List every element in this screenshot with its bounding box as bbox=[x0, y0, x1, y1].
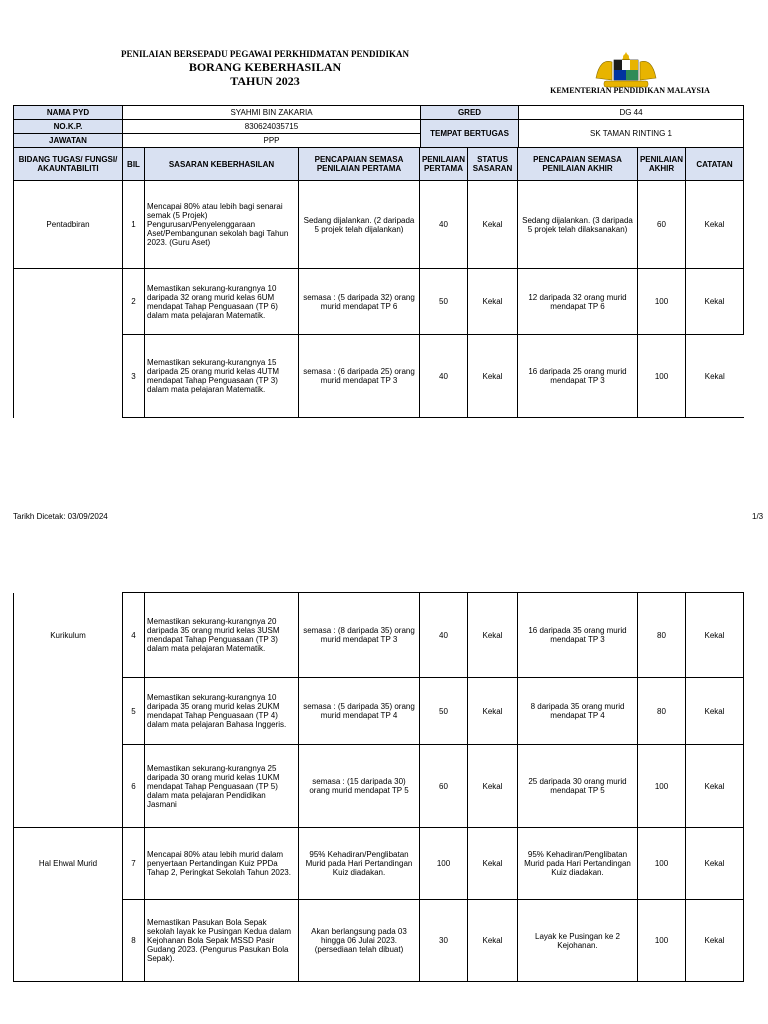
penilaian-akhir-cell: 80 bbox=[638, 593, 686, 678]
tempat-label: TEMPAT BERTUGAS bbox=[421, 120, 519, 148]
table-row bbox=[14, 181, 744, 269]
bidang-cell bbox=[14, 900, 123, 982]
table-row bbox=[14, 745, 744, 828]
bidang-cell bbox=[14, 335, 123, 418]
penilaian-akhir-cell: 100 bbox=[638, 900, 686, 982]
col-penilaian-akhir: PENILAIAN AKHIR bbox=[638, 148, 686, 181]
catatan-cell: Kekal bbox=[686, 593, 744, 678]
col-sasaran: SASARAN KEBERHASILAN bbox=[145, 148, 299, 181]
penilaian-akhir-cell: 100 bbox=[638, 828, 686, 900]
penilaian-pertama-cell: 60 bbox=[420, 745, 468, 828]
status-cell: Kekal bbox=[468, 269, 518, 335]
penilaian-akhir-cell: 100 bbox=[638, 269, 686, 335]
pencapaian-pertama-cell: semasa : (5 daripada 32) orang murid mendapat TP 6 bbox=[299, 269, 420, 335]
penilaian-pertama-cell: 40 bbox=[420, 593, 468, 678]
pencapaian-pertama-cell: semasa : (8 daripada 35) orang murid mendapat TP 3 bbox=[299, 593, 420, 678]
penilaian-pertama-cell: 40 bbox=[420, 181, 468, 269]
status-cell: Kekal bbox=[468, 593, 518, 678]
penilaian-pertama-cell: 50 bbox=[420, 269, 468, 335]
col-penilaian-pertama: PENILAIAN PERTAMA bbox=[420, 148, 468, 181]
status-cell: Kekal bbox=[468, 745, 518, 828]
pencapaian-akhir-cell: 25 daripada 30 orang murid mendapat TP 5 bbox=[518, 745, 638, 828]
form-year: TAHUN 2023 bbox=[230, 74, 300, 88]
catatan-cell: Kekal bbox=[686, 900, 744, 982]
bil-cell: 7 bbox=[123, 828, 145, 900]
status-cell: Kekal bbox=[468, 828, 518, 900]
form-title: BORANG KEBERHASILAN bbox=[188, 60, 342, 74]
catatan-cell: Kekal bbox=[686, 335, 744, 418]
bidang-cell bbox=[14, 745, 123, 828]
nama-value: SYAHMI BIN ZAKARIA bbox=[123, 106, 421, 120]
bil-cell: 8 bbox=[123, 900, 145, 982]
table-row bbox=[14, 900, 744, 982]
col-bil: BIL bbox=[123, 148, 145, 181]
jawatan-value: PPP bbox=[123, 134, 421, 148]
penilaian-pertama-cell: 100 bbox=[420, 828, 468, 900]
status-cell: Kekal bbox=[468, 181, 518, 269]
bil-cell: 6 bbox=[123, 745, 145, 828]
malaysia-coat-of-arms-icon bbox=[590, 50, 662, 90]
penilaian-akhir-cell: 80 bbox=[638, 678, 686, 745]
table-header-row bbox=[14, 148, 744, 181]
pencapaian-akhir-cell: 16 daripada 25 orang murid mendapat TP 3 bbox=[518, 335, 638, 418]
status-cell: Kekal bbox=[468, 900, 518, 982]
sasaran-cell: Memastikan sekurang-kurangnya 10 daripada 32 orang murid kelas 6UM mendapat Tahap Penguasaan (TP 6) dalam mata pelajaran Matematik. bbox=[145, 269, 299, 335]
pencapaian-akhir-cell: Sedang dijalankan. (3 daripada 5 projek telah dilaksanakan) bbox=[518, 181, 638, 269]
col-pencapaian-akhir: PENCAPAIAN SEMASA PENILAIAN AKHIR bbox=[518, 148, 638, 181]
pencapaian-pertama-cell: Sedang dijalankan. (2 daripada 5 projek telah dijalankan) bbox=[299, 181, 420, 269]
form-header-line1: PENILAIAN BERSEPADU PEGAWAI PERKHIDMATAN PENDIDIKAN bbox=[120, 49, 410, 59]
info-table bbox=[13, 105, 744, 148]
penilaian-akhir-cell: 100 bbox=[638, 335, 686, 418]
nokp-value: 830624035715 bbox=[123, 120, 421, 134]
penilaian-akhir-cell: 100 bbox=[638, 745, 686, 828]
pencapaian-pertama-cell: Akan berlangsung pada 03 hingga 06 Julai 2023. (persediaan telah dibuat) bbox=[299, 900, 420, 982]
table-row bbox=[14, 678, 744, 745]
jawatan-label: JAWATAN bbox=[14, 134, 123, 148]
table-row bbox=[14, 593, 744, 678]
bidang-cell bbox=[14, 269, 123, 335]
sasaran-cell: Memastikan sekurang-kurangnya 15 daripada 25 orang murid kelas 4UTM mendapat Tahap Penguasaan (TP 3) dalam mata pelajaran Matematik. bbox=[145, 335, 299, 418]
penilaian-pertama-cell: 40 bbox=[420, 335, 468, 418]
col-pencapaian-pertama: PENCAPAIAN SEMASA PENILAIAN PERTAMA bbox=[299, 148, 420, 181]
penilaian-pertama-cell: 50 bbox=[420, 678, 468, 745]
penilaian-akhir-cell: 60 bbox=[638, 181, 686, 269]
results-table-page-1 bbox=[13, 147, 744, 418]
table-row bbox=[14, 335, 744, 418]
pencapaian-pertama-cell: semasa : (6 daripada 25) orang murid mendapat TP 3 bbox=[299, 335, 420, 418]
table-row bbox=[14, 269, 744, 335]
col-bidang: BIDANG TUGAS/ FUNGSI/ AKAUNTABILITI bbox=[14, 148, 123, 181]
penilaian-pertama-cell: 30 bbox=[420, 900, 468, 982]
sasaran-cell: Mencapai 80% atau lebih murid dalam penyertaan Pertandingan Kuiz PPDa Tahap 2, Peringkat Sekolah Tahun 2023. bbox=[145, 828, 299, 900]
gred-label: GRED bbox=[421, 106, 519, 120]
tempat-value: SK TAMAN RINTING 1 bbox=[519, 120, 744, 148]
nama-label: NAMA PYD bbox=[14, 106, 123, 120]
pencapaian-akhir-cell: 12 daripada 32 orang murid mendapat TP 6 bbox=[518, 269, 638, 335]
pencapaian-pertama-cell: 95% Kehadiran/Penglibatan Murid pada Hari Pertandingan Kuiz diadakan. bbox=[299, 828, 420, 900]
bidang-cell: Hal Ehwal Murid bbox=[14, 828, 123, 900]
bidang-cell: Kurikulum bbox=[14, 593, 123, 678]
sasaran-cell: Memastikan Pasukan Bola Sepak sekolah layak ke Pusingan Kedua dalam Kejohanan Bola Sepak MSSD Pasir Gudang 2023. (Pengurus Pasukan Bola Sepak). bbox=[145, 900, 299, 982]
table-row bbox=[14, 828, 744, 900]
bil-cell: 3 bbox=[123, 335, 145, 418]
results-table-page-2 bbox=[13, 592, 744, 982]
bil-cell: 1 bbox=[123, 181, 145, 269]
catatan-cell: Kekal bbox=[686, 181, 744, 269]
pencapaian-pertama-cell: semasa : (15 daripada 30) orang murid mendapat TP 5 bbox=[299, 745, 420, 828]
catatan-cell: Kekal bbox=[686, 828, 744, 900]
catatan-cell: Kekal bbox=[686, 745, 744, 828]
bidang-cell bbox=[14, 678, 123, 745]
nokp-label: NO.K.P. bbox=[14, 120, 123, 134]
col-catatan: CATATAN bbox=[686, 148, 744, 181]
page-number: 1/3 bbox=[752, 512, 764, 521]
pencapaian-akhir-cell: Layak ke Pusingan ke 2 Kejohanan. bbox=[518, 900, 638, 982]
print-date: Tarikh Dicetak: 03/09/2024 bbox=[13, 512, 108, 521]
catatan-cell: Kekal bbox=[686, 269, 744, 335]
sasaran-cell: Mencapai 80% atau lebih bagi senarai semak (5 Projek) Pengurusan/Penyelenggaraan Aset/Pembangunan sekolah bagi Tahun 2023. (Guru Aset) bbox=[145, 181, 299, 269]
sasaran-cell: Memastikan sekurang-kurangnya 10 daripada 35 orang murid kelas 2UKM mendapat Tahap Penguasaan (TP 4) dalam mata pelajaran Bahasa Inggeris. bbox=[145, 678, 299, 745]
col-status: STATUS SASARAN bbox=[468, 148, 518, 181]
sasaran-cell: Memastikan sekurang-kurangnya 25 daripada 30 orang murid kelas 1UKM mendapat Tahap Penguasaan (TP 5) dalam mata pelajaran Pendidikan Jasmani bbox=[145, 745, 299, 828]
bil-cell: 5 bbox=[123, 678, 145, 745]
pencapaian-akhir-cell: 8 daripada 35 orang murid mendapat TP 4 bbox=[518, 678, 638, 745]
bil-cell: 2 bbox=[123, 269, 145, 335]
status-cell: Kekal bbox=[468, 335, 518, 418]
catatan-cell: Kekal bbox=[686, 678, 744, 745]
ministry-name: KEMENTERIAN PENDIDIKAN MALAYSIA bbox=[550, 86, 710, 95]
status-cell: Kekal bbox=[468, 678, 518, 745]
gred-value: DG 44 bbox=[519, 106, 744, 120]
bil-cell: 4 bbox=[123, 593, 145, 678]
pencapaian-akhir-cell: 16 daripada 35 orang murid mendapat TP 3 bbox=[518, 593, 638, 678]
bidang-cell: Pentadbiran bbox=[14, 181, 123, 269]
sasaran-cell: Memastikan sekurang-kurangnya 20 daripada 35 orang murid kelas 3USM mendapat Tahap Penguasaan (TP 3) dalam mata pelajaran Matematik. bbox=[145, 593, 299, 678]
pencapaian-akhir-cell: 95% Kehadiran/Penglibatan Murid pada Hari Pertandingan Kuiz diadakan. bbox=[518, 828, 638, 900]
pencapaian-pertama-cell: semasa : (5 daripada 35) orang murid mendapat TP 4 bbox=[299, 678, 420, 745]
